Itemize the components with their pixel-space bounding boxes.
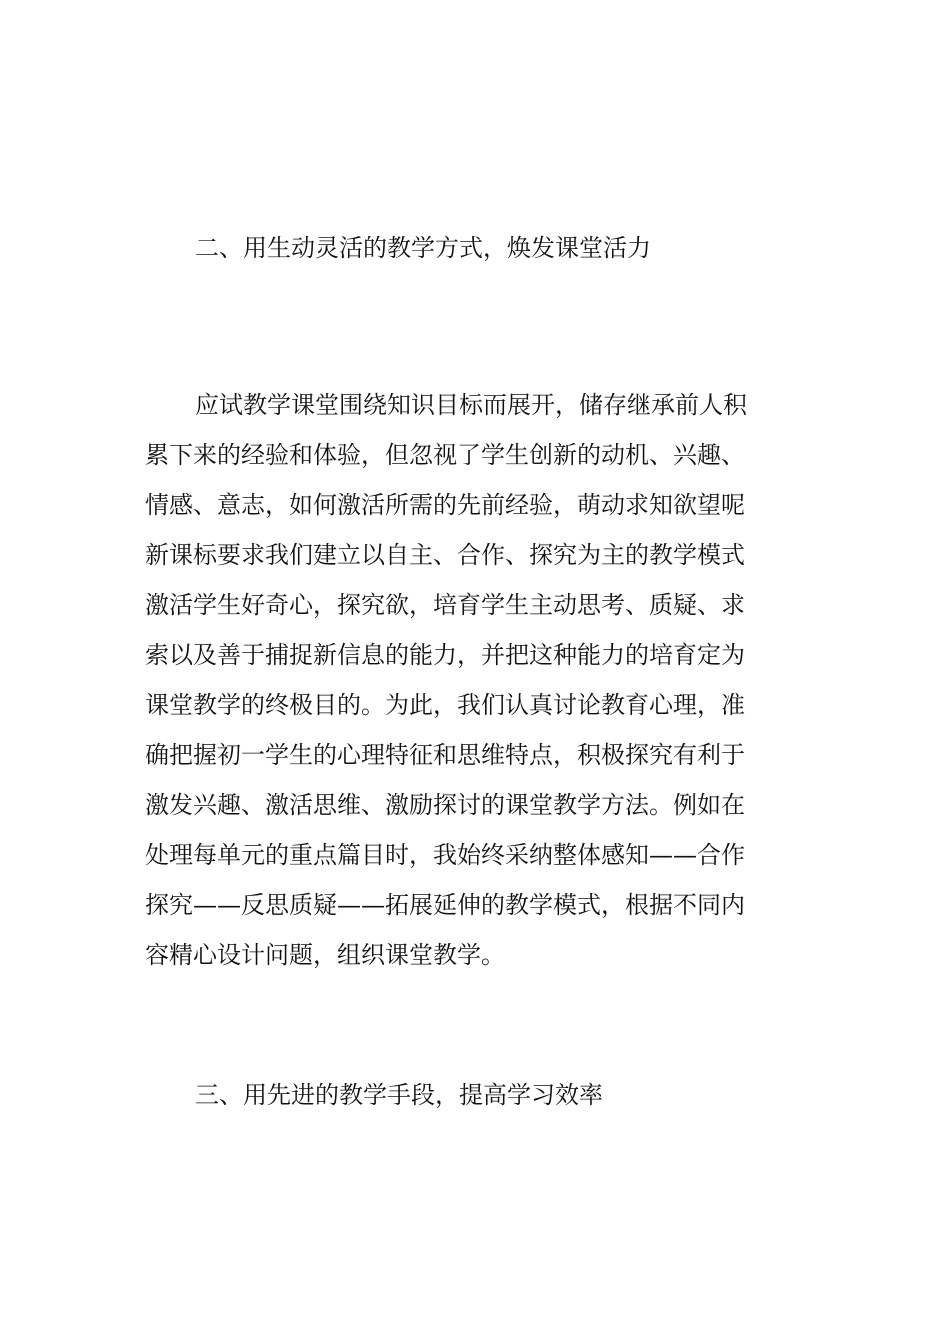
paragraph-line: 处理每单元的重点篇目时，我始终采纳整体感知——合作	[145, 841, 745, 869]
paragraph-line: 确把握初一学生的心理特征和思维特点，积极探究有利于	[145, 741, 745, 769]
paragraph-line: 激发兴趣、激活思维、激励探讨的课堂教学方法。例如在	[145, 791, 745, 819]
paragraph-line: 容精心设计问题，组织课堂教学。	[145, 941, 505, 969]
paragraph-line: 应试教学课堂围绕知识目标而展开，储存继承前人积	[195, 391, 747, 419]
paragraph-line: 情感、意志，如何激活所需的先前经验，萌动求知欲望呢	[145, 491, 745, 519]
paragraph-line: 课堂教学的终极目的。为此，我们认真讨论教育心理，准	[145, 691, 745, 719]
paragraph-line: 探究——反思质疑——拓展延伸的教学模式，根据不同内	[145, 891, 745, 919]
body-paragraph	[145, 380, 809, 980]
paragraph-line: 累下来的经验和体验，但忽视了学生创新的动机、兴趣、	[145, 441, 745, 469]
paragraph-line: 新课标要求我们建立以自主、合作、探究为主的教学模式	[145, 541, 745, 569]
paragraph-line: 索以及善于捕捉新信息的能力，并把这种能力的培育定为	[145, 641, 745, 669]
section-heading-2: 二、用生动灵活的教学方式，焕发课堂活力	[195, 234, 651, 262]
paragraph-line: 激活学生好奇心，探究欲，培育学生主动思考、质疑、求	[145, 591, 745, 619]
section-heading-3: 三、用先进的教学手段，提高学习效率	[195, 1081, 603, 1109]
